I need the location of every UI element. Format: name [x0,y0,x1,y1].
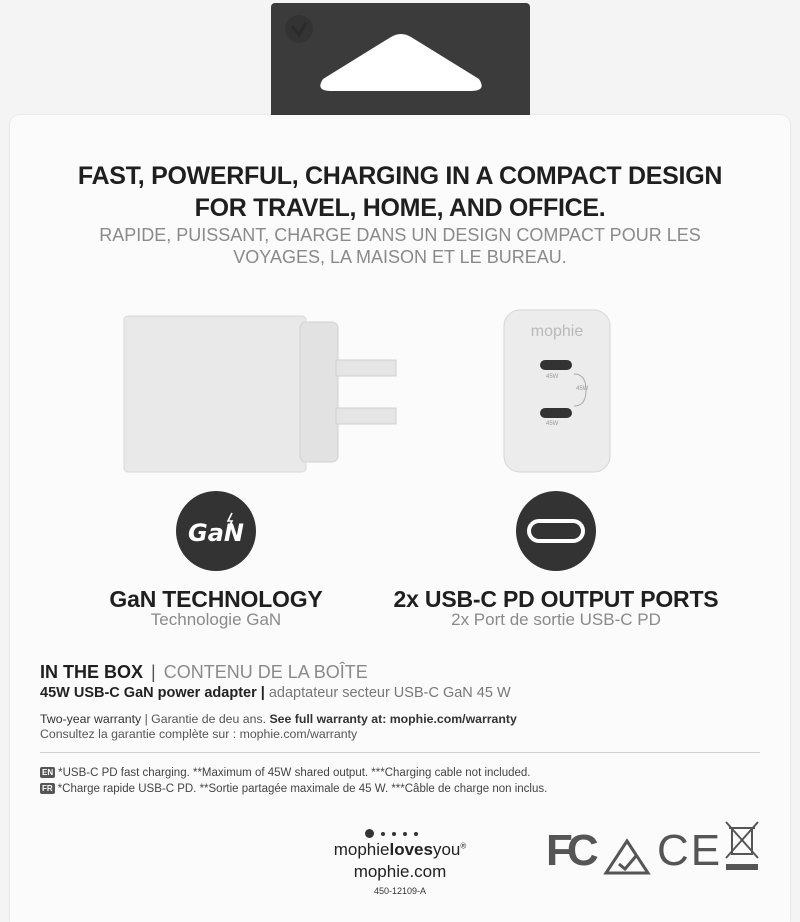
port-label-bottom: 45W [546,421,559,427]
trademark-symbol: ® [460,841,467,851]
warranty-info [40,712,517,742]
port-label-top: 45W [546,374,559,380]
brand-prefix: mophie [333,840,390,859]
lang-badge-fr: FR [42,784,53,793]
hang-tab [271,3,530,115]
feature-subtitle-ports: 2x Port de sortie USB-C PD [451,610,661,629]
subheadline-line-1: RAPIDE, PUISSANT, CHARGE DANS UN DESIGN COMPACT POUR LES [99,225,701,245]
note-fr [40,783,547,795]
sku-number: 450-12109-A [373,886,427,896]
brand-bold: loves [389,840,433,859]
subheadline-fr [0,224,800,268]
gan-icon [176,491,256,571]
subheadline-line-2: VOYAGES, LA MAISON ET LE BUREAU. [233,247,567,267]
note-fr-text: *Charge rapide USB-C PD. **Sortie partagée maximale de 45 W. ***Câble de charge non inclus. [57,783,548,795]
website: mophie.com [353,862,447,881]
headline [0,160,800,224]
charger-brand-mark: mophie [530,323,584,340]
warranty-en: Two-year warranty [40,712,142,726]
in-the-box-separator: | [151,662,156,682]
divider [40,752,760,753]
lang-badge-en: EN [42,768,54,777]
gan-badge-text: GaN [188,519,244,547]
feature-title-gan: GaN TECHNOLOGY [109,586,323,612]
brand-tagline [300,840,500,860]
feature-subtitle-gan: Technologie GaN [150,610,282,629]
fc-mark-icon: FC [546,826,593,875]
ce-mark-icon: CE [657,826,723,875]
weee-bin-icon [722,818,762,874]
note-en-text: *USB-C PD fast charging. **Maximum of 45W shared output. ***Charging cable not included. [58,767,531,779]
in-the-box-title [40,662,368,683]
warranty-fr: | Garantie de deu ans. [144,712,267,726]
note-en [40,767,531,779]
feature-title-ports: 2x USB-C PD OUTPUT PORTS [393,586,719,612]
brand-suffix: you [432,840,461,859]
warranty-link: See full warranty at: mophie.com/warranty [269,712,517,726]
rcm-mark-icon [603,838,651,876]
box-item-fr: adaptateur secteur USB-C GaN 45 W [268,685,511,701]
box-item-en: 45W USB-C GaN power adapter | [40,685,265,701]
in-the-box-en: IN THE BOX [40,662,144,682]
usb-c-port-icon [516,491,596,571]
headline-line-1: FAST, POWERFUL, CHARGING IN A COMPACT DESIGN [77,162,723,190]
in-the-box-item [40,685,511,701]
hang-hole-icon [311,31,491,99]
port-label-shared: 45W [576,386,589,392]
headline-line-2: FOR TRAVEL, HOME, AND OFFICE. [194,194,606,222]
in-the-box-fr: CONTENU DE LA BOÎTE [163,662,368,682]
charger-side-view-image [120,312,400,476]
warranty-line-2: Consultez la garantie complète sur : mophie.com/warranty [40,727,358,741]
